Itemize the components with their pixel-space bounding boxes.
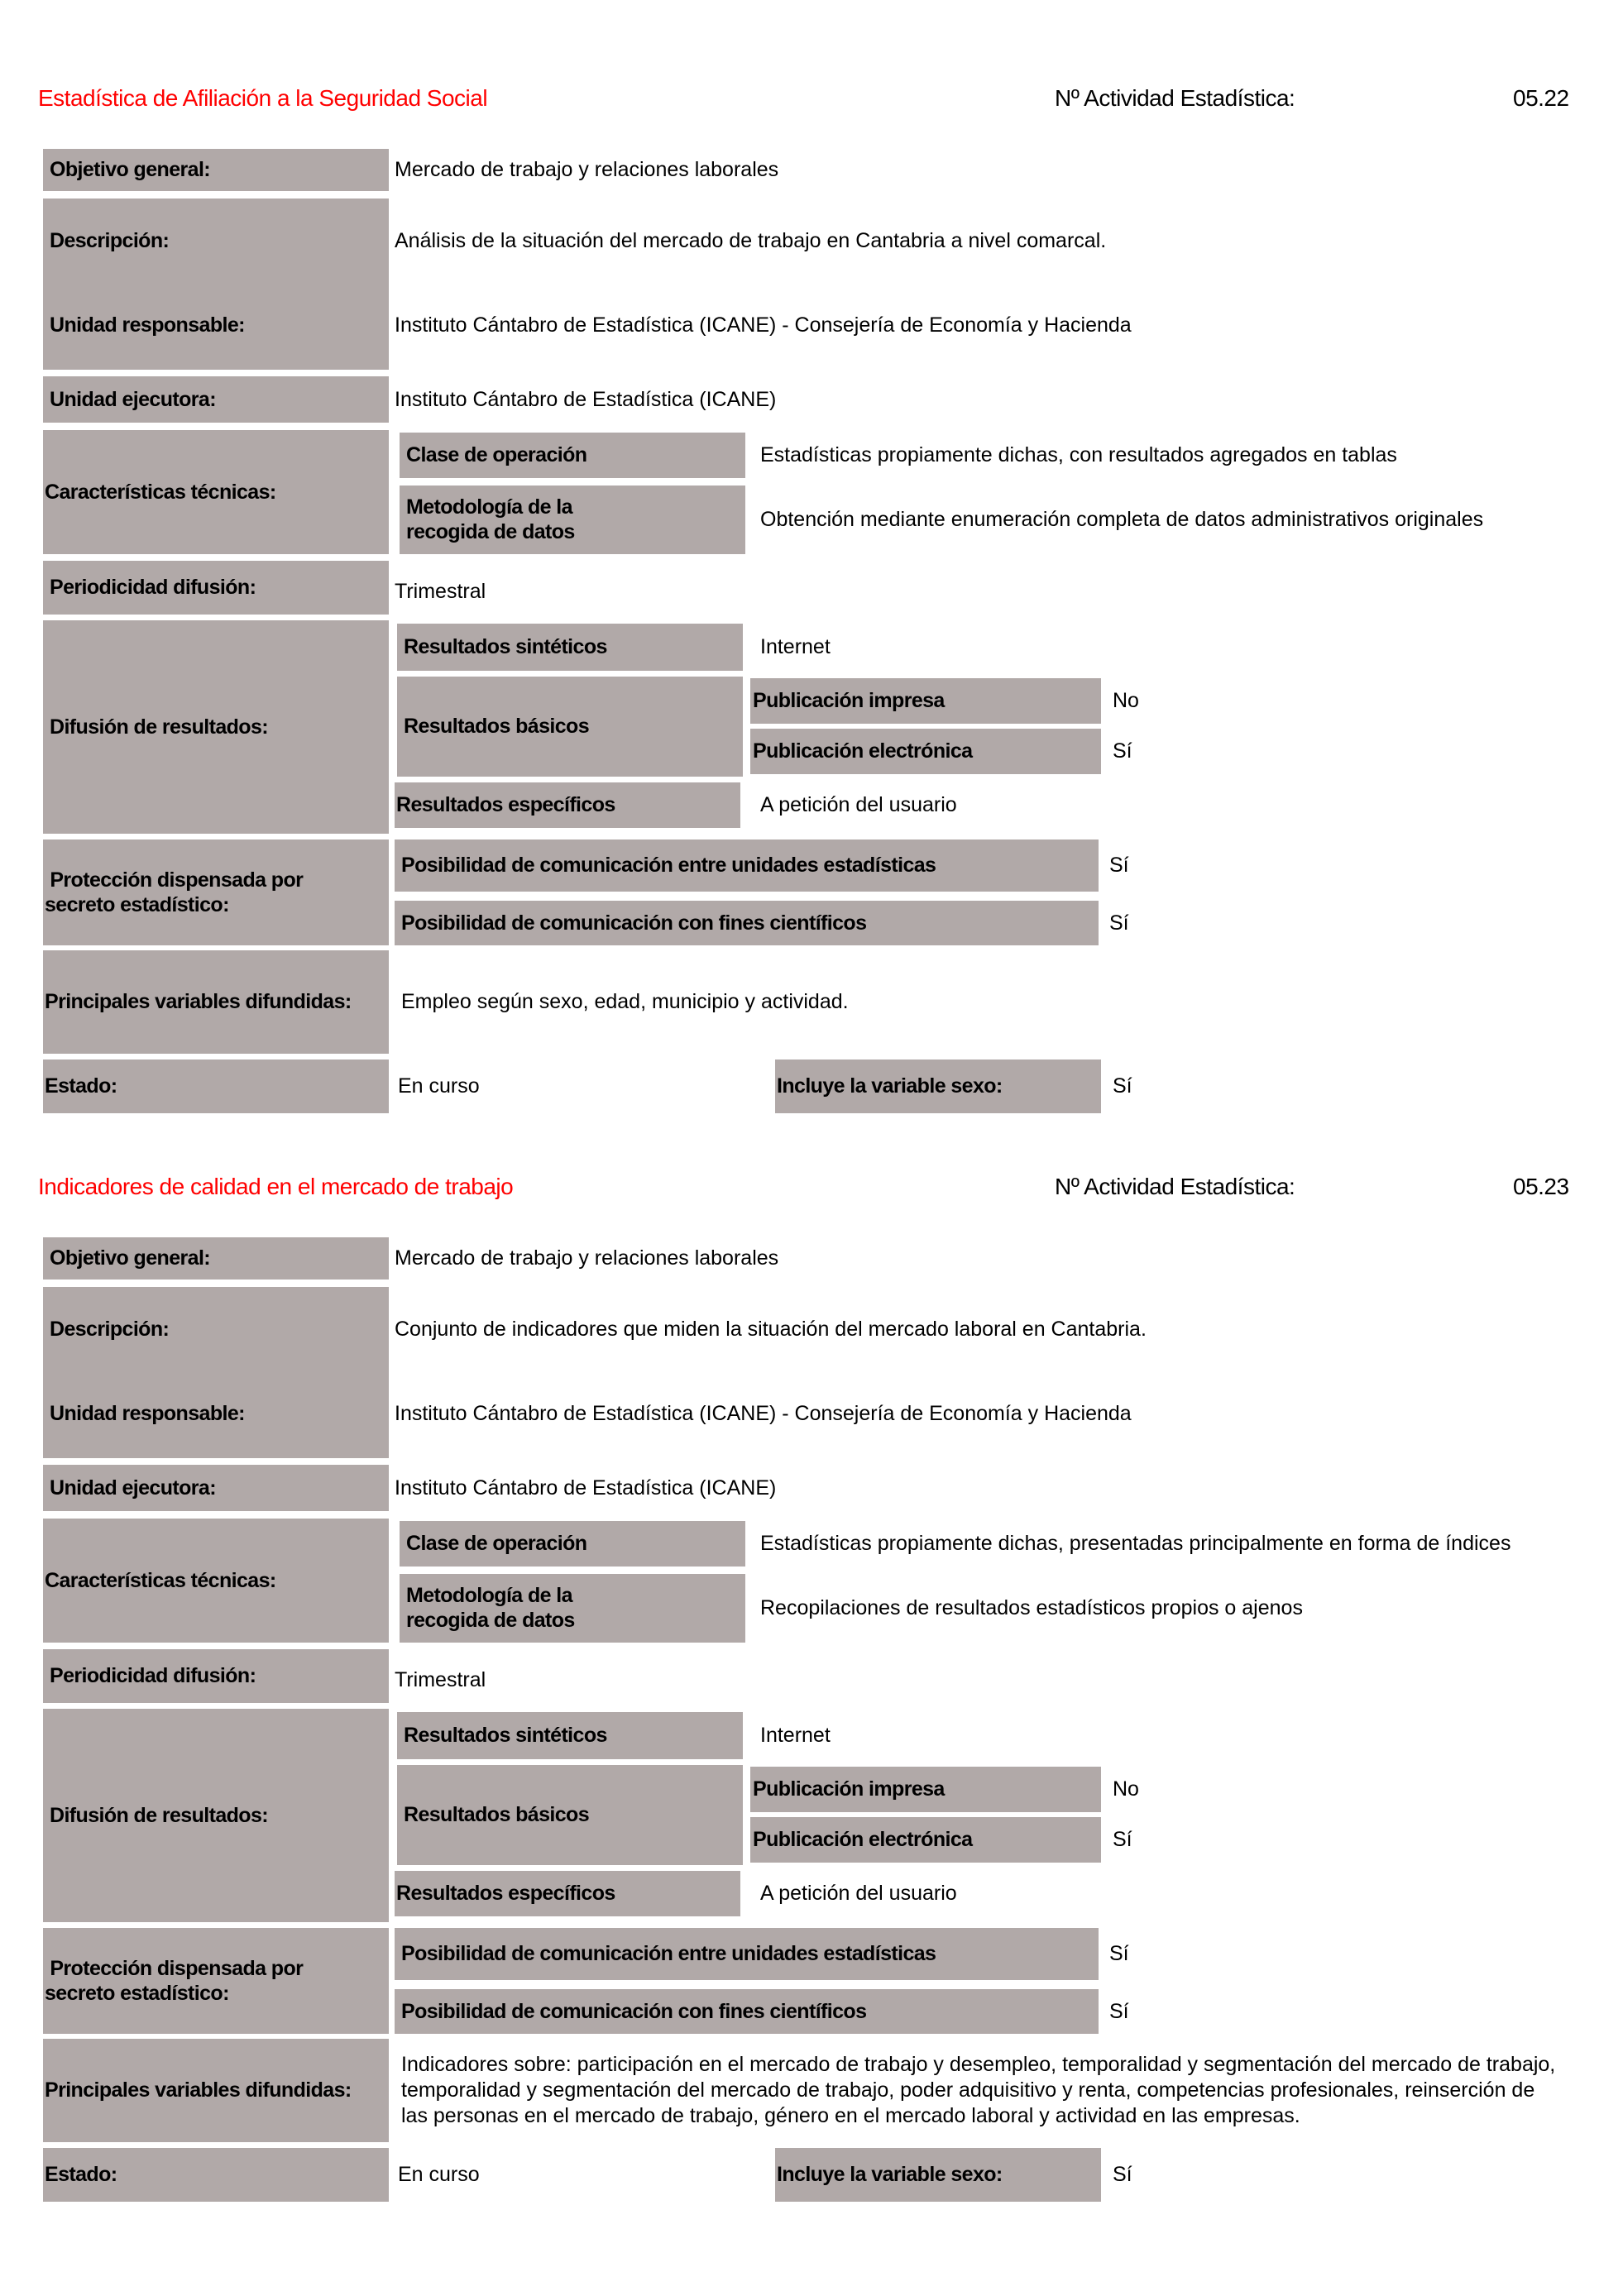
activity-title: Indicadores de calidad en el mercado de trabajo	[38, 1174, 514, 1199]
periodicidad-label: Periodicidad difusión:	[43, 1649, 389, 1703]
unidad-responsable-label: Unidad responsable:	[50, 1401, 245, 1425]
estado-value: En curso	[398, 2163, 480, 2186]
unidad-responsable-label: Unidad responsable:	[50, 313, 245, 337]
incluye-sexo-value: Sí	[1113, 2163, 1132, 2186]
publicacion-impresa-label: Publicación impresa	[750, 1767, 1101, 1812]
metodologia-label-line1: Metodología de la	[406, 1584, 572, 1607]
activity-section	[0, 1088, 1623, 2197]
resultados-sinteticos-label: Resultados sintéticos	[397, 1712, 743, 1759]
posibilidad-cientificos-label: Posibilidad de comunicación con fines científicos	[395, 1989, 1099, 2034]
activity-number: 05.23	[1513, 1174, 1569, 1199]
principales-container	[401, 2039, 1559, 2142]
publicacion-electronica-label: Publicación electrónica	[750, 729, 1101, 774]
proteccion-label-line1: Protección dispensada por	[45, 868, 304, 892]
resultados-sinteticos-value: Internet	[760, 1724, 831, 1747]
clase-operacion-value: Estadísticas propiamente dichas, con resultados agregados en tablas	[760, 443, 1397, 466]
posibilidad-unidades-label: Posibilidad de comunicación entre unidades estadísticas	[395, 1928, 1099, 1980]
unidad-ejecutora-label: Unidad ejecutora:	[43, 376, 389, 423]
principales-label: Principales variables difundidas:	[43, 2039, 389, 2142]
estado-label: Estado:	[43, 1060, 389, 1113]
unidad-ejecutora-value: Instituto Cántabro de Estadística (ICANE)	[395, 387, 777, 411]
publicacion-electronica-value: Sí	[1113, 739, 1132, 763]
principales-label: Principales variables difundidas:	[43, 950, 389, 1054]
unidad-responsable-value: Instituto Cántabro de Estadística (ICANE) - Consejería de Economía y Hacienda	[395, 313, 1132, 337]
clase-operacion-value: Estadísticas propiamente dichas, presentadas principalmente en forma de índices	[760, 1532, 1511, 1555]
descripcion-value: Conjunto de indicadores que miden la situación del mercado laboral en Cantabria.	[395, 1317, 1147, 1341]
resultados-especificos-label: Resultados específicos	[395, 1871, 740, 1916]
incluye-sexo-label: Incluye la variable sexo:	[775, 2148, 1101, 2202]
descripcion-value: Análisis de la situación del mercado de trabajo en Cantabria a nivel comarcal.	[395, 228, 1107, 252]
principales-value: Indicadores sobre: participación en el mercado de trabajo y desempleo, temporalidad y segmentación del mercado de trabajo, temporalidad y segmentación del mercado de trabajo, poder adquisitivo y renta, competencias profesionales, reinserción de las personas en el mercado de trabajo, género en el mercado laboral y actividad en las empresas.	[401, 2053, 1556, 2127]
activity-title: Estadística de Afiliación a la Seguridad Social	[38, 85, 488, 111]
posibilidad-cientificos-value: Sí	[1109, 911, 1129, 935]
incluye-sexo-value: Sí	[1113, 1074, 1132, 1098]
proteccion-label	[43, 1928, 389, 2034]
clase-operacion-label: Clase de operación	[400, 1521, 745, 1567]
metodologia-label-line1: Metodología de la	[406, 495, 572, 519]
objetivo-label: Objetivo general:	[43, 149, 389, 191]
principales-container	[401, 950, 1559, 1054]
resultados-especificos-value: A petición del usuario	[760, 1882, 957, 1905]
proteccion-label-line2: secreto estadístico:	[45, 893, 229, 916]
descripcion-label: Descripción:	[50, 228, 170, 252]
descripcion-label: Descripción:	[50, 1317, 170, 1341]
difusion-label: Difusión de resultados:	[43, 1709, 389, 1922]
activity-number-label: Nº Actividad Estadística:	[1055, 85, 1295, 111]
caracteristicas-label: Características técnicas:	[43, 430, 389, 554]
posibilidad-cientificos-value: Sí	[1109, 1999, 1129, 2023]
activity-number-label: Nº Actividad Estadística:	[1055, 1174, 1295, 1199]
unidad-ejecutora-value: Instituto Cántabro de Estadística (ICANE)	[395, 1476, 777, 1500]
posibilidad-unidades-value: Sí	[1109, 1942, 1129, 1965]
activity-number: 05.22	[1513, 85, 1569, 111]
metodologia-label	[400, 1574, 745, 1643]
metodologia-value: Obtención mediante enumeración completa de datos administrativos originales	[760, 508, 1484, 531]
resultados-basicos-label: Resultados básicos	[397, 1765, 743, 1865]
estado-value: En curso	[398, 1074, 480, 1098]
metodologia-label	[400, 486, 745, 554]
incluye-sexo-label: Incluye la variable sexo:	[775, 1060, 1101, 1113]
objetivo-value: Mercado de trabajo y relaciones laborales	[395, 1246, 779, 1270]
resultados-basicos-label: Resultados básicos	[397, 677, 743, 777]
resultados-sinteticos-value: Internet	[760, 635, 831, 658]
periodicidad-value: Trimestral	[395, 580, 486, 603]
principales-value: Empleo según sexo, edad, municipio y actividad.	[401, 990, 849, 1013]
estado-label: Estado:	[43, 2148, 389, 2202]
publicacion-electronica-label: Publicación electrónica	[750, 1817, 1101, 1863]
metodologia-label-line2: recogida de datos	[406, 1609, 575, 1632]
publicacion-impresa-value: No	[1113, 689, 1139, 712]
posibilidad-unidades-value: Sí	[1109, 854, 1129, 877]
objetivo-value: Mercado de trabajo y relaciones laborales	[395, 158, 779, 181]
difusion-label: Difusión de resultados:	[43, 620, 389, 834]
publicacion-impresa-value: No	[1113, 1777, 1139, 1801]
resultados-especificos-value: A petición del usuario	[760, 793, 957, 816]
publicacion-impresa-label: Publicación impresa	[750, 678, 1101, 724]
clase-operacion-label: Clase de operación	[400, 433, 745, 478]
posibilidad-cientificos-label: Posibilidad de comunicación con fines científicos	[395, 901, 1099, 945]
metodologia-label-line2: recogida de datos	[406, 520, 575, 543]
proteccion-label	[43, 839, 389, 945]
unidad-ejecutora-label: Unidad ejecutora:	[43, 1465, 389, 1511]
metodologia-value: Recopilaciones de resultados estadísticos propios o ajenos	[760, 1596, 1303, 1619]
periodicidad-value: Trimestral	[395, 1668, 486, 1691]
posibilidad-unidades-label: Posibilidad de comunicación entre unidades estadísticas	[395, 839, 1099, 892]
unidad-responsable-value: Instituto Cántabro de Estadística (ICANE) - Consejería de Economía y Hacienda	[395, 1401, 1132, 1425]
publicacion-electronica-value: Sí	[1113, 1828, 1132, 1851]
objetivo-label: Objetivo general:	[43, 1237, 389, 1280]
caracteristicas-label: Características técnicas:	[43, 1519, 389, 1643]
resultados-sinteticos-label: Resultados sintéticos	[397, 624, 743, 671]
activity-section	[0, 0, 1623, 1108]
resultados-especificos-label: Resultados específicos	[395, 782, 740, 828]
proteccion-label-line1: Protección dispensada por	[45, 1957, 304, 1980]
periodicidad-label: Periodicidad difusión:	[43, 561, 389, 615]
proteccion-label-line2: secreto estadístico:	[45, 1982, 229, 2005]
